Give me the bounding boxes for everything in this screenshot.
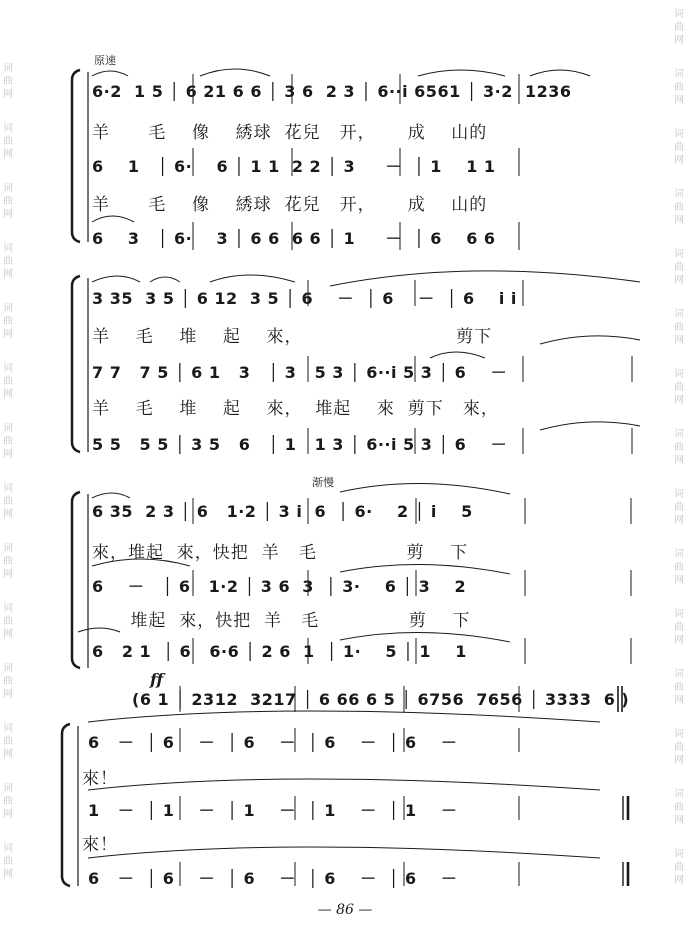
watermark-right-1: 词曲网	[674, 9, 684, 46]
system-2-voice-2-notes: 7 7 7 5 │ 6 1 3 │ 3 5 3 │ 6··i 5 3 │ 6 －	[92, 363, 508, 382]
watermark-left-14: 词曲网	[3, 843, 13, 880]
system-3-voice-1-notes: 6 35 2 3 │ 6 1·2 │ 3 i 6 │ 6· 2 │ i 5	[92, 502, 473, 521]
system-1-voice-1-notes: 6·2 1 5 │ 6 21 6 6 │ 3 6 2 3 │ 6··i 6561 │ 3·2 1236	[92, 82, 572, 101]
watermark-left-4: 词曲网	[3, 243, 13, 280]
system-3-lyric-1: 來，堆起 來，快把 羊 毛 剪 下	[92, 543, 469, 563]
watermark-right-10: 词曲网	[674, 549, 684, 586]
watermark-right-4: 词曲网	[674, 189, 684, 226]
system-4-voice-2-notes: 1 － │ 1 － │ 1 － │ 1 － │ 1 －	[88, 801, 458, 820]
system-1-voice-2-notes: 6 1 │ 6· 6 │ 1 1 2 2 │ 3 － │ 1 1 1	[92, 157, 496, 176]
watermark-right-12: 词曲网	[674, 669, 684, 706]
watermark-right-6: 词曲网	[674, 309, 684, 346]
system-4-voice-3-notes: 6 － │ 6 － │ 6 － │ 6 － │ 6 －	[88, 869, 458, 888]
watermark-right-2: 词曲网	[674, 69, 684, 106]
watermark-right-15: 词曲网	[674, 849, 684, 886]
watermark-left-6: 词曲网	[3, 363, 13, 400]
watermark-right-3: 词曲网	[674, 129, 684, 166]
watermark-right-9: 词曲网	[674, 489, 684, 526]
dynamic-ff: ff	[150, 670, 164, 689]
watermark-left-13: 词曲网	[3, 783, 13, 820]
watermark-left-9: 词曲网	[3, 543, 13, 580]
watermark-left-7: 词曲网	[3, 423, 13, 460]
watermark-right-8: 词曲网	[674, 429, 684, 466]
system-4-intro-notes: (6 1 │ 2312 3217 │ 6 66 6 5 │ 6756 7656 │ 3333 6 )	[132, 690, 630, 709]
watermark-left-10: 词曲网	[3, 603, 13, 640]
watermark-left-5: 词曲网	[3, 303, 13, 340]
watermark-right-7: 词曲网	[674, 369, 684, 406]
watermark-right-13: 词曲网	[674, 729, 684, 766]
tempo-mark-original: 原速	[94, 54, 116, 67]
page-number: — 86 —	[317, 902, 373, 918]
system-3-voice-3-notes: 6 2 1 │ 6 6·6 │ 2 6 1 │ 1· 5 │ 1 1	[92, 642, 467, 661]
system-1-lyric-2: 羊 毛 像 綉球 花兒 开， 成 山的	[92, 195, 488, 215]
system-4-lyric-2: 來！	[82, 835, 118, 855]
system-4-voice-1-notes: 6 － │ 6 － │ 6 － │ 6 － │ 6 －	[88, 733, 458, 752]
watermark-left-1: 词曲网	[3, 63, 13, 100]
system-4-lyric-1: 來！	[82, 769, 118, 789]
system-2-voice-1-notes: 3 35 3 5 │ 6 12 3 5 │ 6 － │ 6 － │ 6 i i	[92, 289, 517, 308]
watermark-left-12: 词曲网	[3, 723, 13, 760]
watermark-left-11: 词曲网	[3, 663, 13, 700]
system-3-lyric-2: 堆起 來，快把 羊 毛 剪 下	[92, 611, 471, 631]
tempo-mark-slowing: 渐慢	[312, 476, 334, 489]
system-1-lyric-1: 羊 毛 像 綉球 花兒 开， 成 山的	[92, 123, 488, 143]
watermark-left-3: 词曲网	[3, 183, 13, 220]
watermark-left-2: 词曲网	[3, 123, 13, 160]
system-1-voice-3-notes: 6 3 │ 6· 3 │ 6 6 6 6 │ 1 － │ 6 6 6	[92, 229, 496, 248]
system-2-lyric-1: 羊 毛 堆 起 來， 剪下	[92, 327, 493, 347]
watermark-left-8: 词曲网	[3, 483, 13, 520]
watermark-right-14: 词曲网	[674, 789, 684, 826]
system-2-lyric-2: 羊 毛 堆 起 來， 堆起 來 剪下 來，	[92, 399, 499, 419]
system-3-voice-2-notes: 6 － │ 6 1·2 │ 3 6 3 │ 3· 6 │ 3 2	[92, 577, 467, 596]
watermark-right-11: 词曲网	[674, 609, 684, 646]
watermark-right-5: 词曲网	[674, 249, 684, 286]
system-2-voice-3-notes: 5 5 5 5 │ 3 5 6 │ 1 1 3 │ 6··i 5 3 │ 6 －	[92, 435, 508, 454]
